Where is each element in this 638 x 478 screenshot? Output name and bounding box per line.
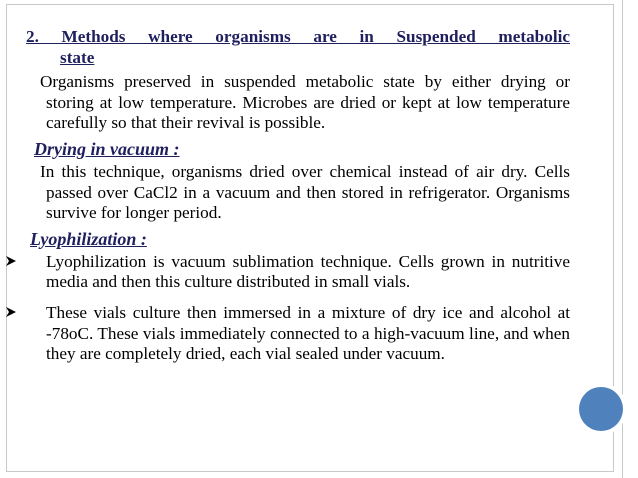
slide-content (26, 27, 570, 375)
drying-paragraph: In this technique, organisms dried over chemical instead of air dry. Cells passed over CaCl2 in a vacuum and then stored in refrigerator. Organisms survive for longer period. (40, 161, 570, 223)
arrow-bullet-icon (4, 254, 18, 268)
section-title-lyophilization: Lyophilization : (30, 228, 147, 249)
bullet-text: Lyophilization is vacuum sublimation technique. Cells grown in nutritive media and then this culture distributed in small vials. (46, 251, 570, 292)
bullet-text: These vials culture then immersed in a mixture of dry ice and alcohol at -78oC. These vials immediately connected to a high-vacuum line, and when they are completely dried, each vial sealed under vacuum. (46, 302, 570, 364)
arrow-bullet-icon (4, 305, 18, 319)
intro-paragraph: Organisms preserved in suspended metabolic state by either drying or storing at low temperature. Microbes are dried or kept at low temperature carefully so that their revival is possible. (40, 72, 570, 133)
slide-heading: 2. Methods where organisms are in Suspended metabolic (26, 27, 570, 46)
list-item (26, 303, 570, 365)
circle-dot-fill (579, 387, 623, 431)
slide-heading-continued: state (60, 47, 95, 67)
section-title-drying: Drying in vacuum : (34, 138, 180, 159)
list-item (26, 252, 570, 293)
